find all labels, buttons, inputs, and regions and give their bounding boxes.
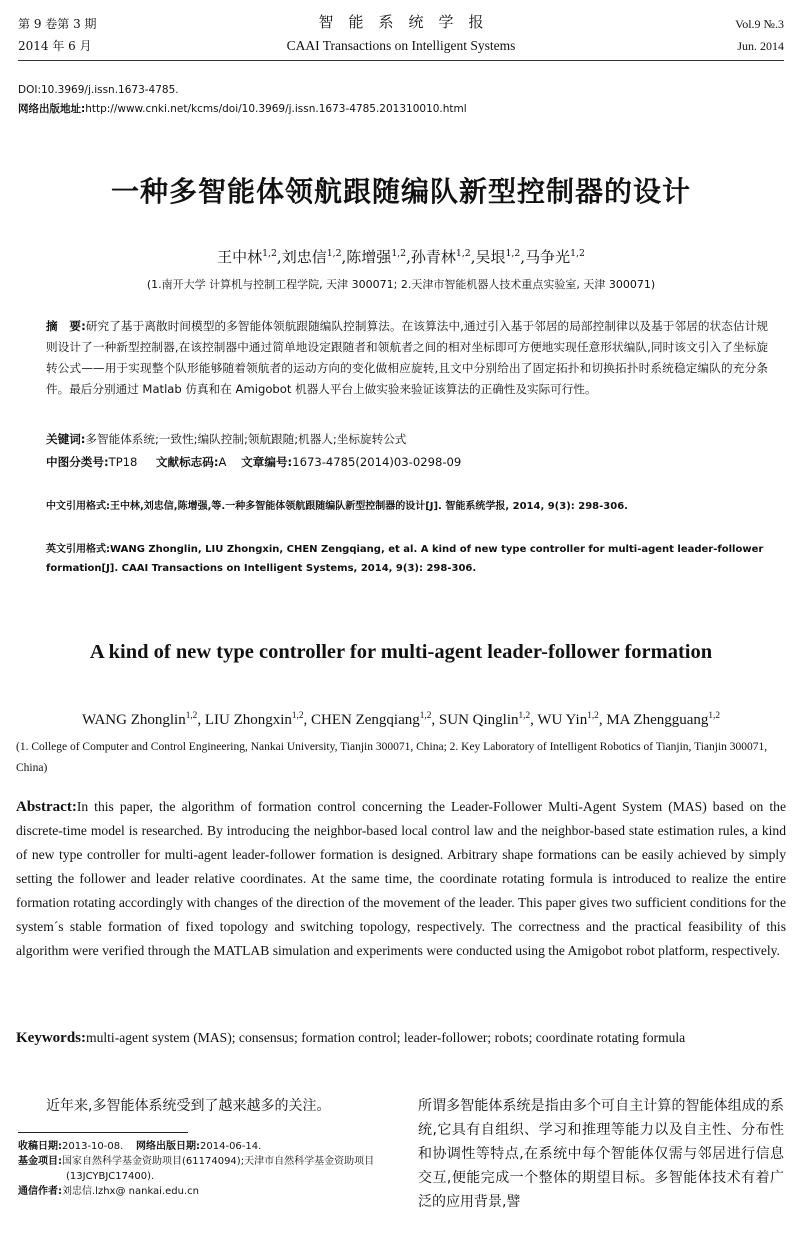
keywords-en [16, 1026, 786, 1050]
abstract-en [16, 795, 786, 963]
author-cn-affil-sup: 1,2 [391, 248, 407, 259]
author-cn-name: 王中林 [217, 248, 263, 266]
author-cn-affil-sup: 1,2 [505, 248, 521, 259]
author-en-name: WANG Zhonglin [81, 712, 186, 728]
author-cn-name: 刘忠信 [281, 248, 327, 266]
received-value: 2013-10-08. [62, 1141, 124, 1152]
citation-en-text: WANG Zhonglin, LIU Zhongxin, CHEN Zengqiang, et al. A kind of new type controller for multi-agent leader-follower formation[J]. CAAI Transactions on Intelligent Systems, 2014, 9(3): 298-306. [46, 544, 764, 574]
author-cn-separator: , [341, 248, 347, 266]
body-left-column: 近年来,多智能体系统受到了越来越多的关注。 [46, 1098, 331, 1114]
author-en-affil-sup: 1,2 [587, 711, 599, 721]
corresponding-value[interactable]: 刘忠信.lzhx@ nankai.edu.cn [62, 1186, 199, 1197]
author-cn-name: 马争光 [525, 248, 571, 266]
author-cn-separator: , [276, 248, 282, 266]
keywords-cn-text: 多智能体系统;一致性;编队控制;领航跟随;机器人;坐标旋转公式 [85, 432, 407, 446]
author-en-affil-sup: 1,2 [185, 711, 198, 721]
footnote-dates [18, 1139, 388, 1154]
volume-issue: 第 9 卷第 3 期 [18, 17, 97, 31]
keywords-cn [46, 429, 768, 450]
author-cn-separator: , [406, 248, 411, 266]
clc-label: 中图分类号: [46, 455, 109, 469]
online-date-value: 2014-06-14. [200, 1141, 262, 1152]
author-cn-separator: , [520, 248, 526, 266]
footnote-rule [18, 1132, 188, 1133]
doc-code-value: A [218, 455, 227, 469]
author-cn-affil-sup: 1,2 [326, 248, 342, 259]
author-en-separator: , [303, 712, 312, 728]
clc-value: TP18 [108, 455, 138, 469]
author-en-separator: , [598, 712, 607, 728]
author-en-affil-sup: 1,2 [419, 711, 432, 721]
author-cn-separator: , [470, 248, 476, 266]
author-en-name: CHEN Zengqiang [311, 712, 420, 728]
author-cn-name: 孙青林 [410, 248, 456, 266]
authors-en [0, 712, 802, 729]
abstract-en-text: In this paper, the algorithm of formation control concerning the Leader-Follower Multi-Agent System (MAS) based on the discrete-time model is researched. By introducing the neighbor-based local control law and the neighbor-based state estimation rules, a kind of new type controller for multi-agent leader-follower formation is designed. Arbitrary shape formations can be easily achieved by simply setting the follower and leader relative coordinates. At the same time, the coordinate rotating formula is introduced to realize the entire formation rotating accordingly with changes of the direction of the movement of the leader. This paper gives two sufficient conditions for the system´s stable formation of fixed topology and switching topology, respectively. The correctness and the practical feasibility of this algorithm were verified through the MATLAB simulation and experiments were conducted using the Amigobot robot platform, respectively. [16, 799, 786, 958]
doc-code-label: 文献标志码: [155, 455, 219, 469]
online-address-label: 网络出版地址: [18, 103, 86, 115]
keywords-en-text: multi-agent system (MAS); consensus; formation control; leader-follower; robots; coordinate rotating formula [86, 1030, 686, 1045]
header-rule [18, 60, 784, 61]
footnote-fund [18, 1154, 388, 1184]
paper-title-cn: 一种多智能体领航跟随编队新型控制器的设计 [110, 175, 691, 208]
footnote [18, 1139, 388, 1199]
abstract-en-label: Abstract: [16, 799, 77, 815]
body-right-column: 所谓多智能体系统是指由多个可自主计算的智能体组成的系统,它具有自组织、学习和推理等能力以及自主性、分布性和协调性等特点,在系统中每个智能体仅需与邻居进行信息交互,便能完成一个整体的期望目标。多智能体技术有着广泛的应用背景,譬 [418, 1098, 784, 1210]
abstract-cn [46, 316, 768, 400]
issue-date-en: Jun. 2014 [737, 39, 784, 53]
footnote-corresponding [18, 1184, 388, 1199]
issue-date-cn: 2014 年 6 月 [18, 39, 92, 53]
online-date-label: 网络出版日期: [136, 1141, 201, 1152]
author-en-separator: , [530, 712, 538, 728]
citation-cn [46, 498, 768, 517]
author-en-name: WU Yin [537, 712, 588, 728]
author-cn-name: 吴垠 [475, 248, 506, 266]
author-en-affil-sup: 1,2 [708, 711, 721, 721]
journal-name-cn: 智 能 系 统 学 报 [318, 13, 484, 31]
fund-value: 国家自然科学基金资助项目(61174094);天津市自然科学基金资助项目(13JCYBJC17400). [62, 1156, 375, 1182]
doi: DOI:10.3969/j.issn.1673-4785. [18, 84, 179, 96]
author-en-name: MA Zhengguang [606, 712, 709, 728]
author-cn-name: 陈增强 [346, 248, 392, 266]
author-cn-affil-sup: 1,2 [570, 248, 585, 259]
abstract-cn-label: 摘 要: [46, 319, 86, 333]
abstract-cn-text: 研究了基于离散时间模型的多智能体领航跟随编队控制算法。在该算法中,通过引入基于邻居的局部控制律以及基于邻居的状态估计规则设计了一种新型控制器,在该控制器中通过简单地设定跟随者和领航者之间的相对坐标即可方便地实现任意形状编队,同时该文引入了坐标旋转公式——用于实现整个队形能够随着领航者的运动方向的变化做相应旋转,且文中分别给出了固定拓扑和切换拓扑时系统稳定编队的充分条件。最后分别通过 Matlab 仿真和在 Amigobot 机器人平台上做实验来验证该算法的正确性及实际可行性。 [46, 319, 768, 396]
authors-cn [0, 246, 802, 267]
affiliation-en: (1. College of Computer and Control Engineering, Nankai University, Tianjin 300071, China; 2. Key Laboratory of Intelligent Robotics of Tianjin, Tianjin 300071, China) [16, 741, 768, 774]
citation-en-label: 英文引用格式: [46, 544, 110, 555]
author-en-affil-sup: 1,2 [518, 711, 531, 721]
keywords-cn-label: 关键词: [46, 432, 86, 446]
citation-cn-label: 中文引用格式: [46, 501, 110, 512]
citation-cn-text: 王中林,刘忠信,陈增强,等.一种多智能体领航跟随编队新型控制器的设计[J]. 智能系统学报, 2014, 9(3): 298-306. [110, 501, 628, 512]
keywords-en-label: Keywords: [16, 1030, 86, 1046]
fund-label: 基金项目: [18, 1156, 62, 1167]
author-cn-affil-sup: 1,2 [455, 248, 471, 259]
classification-line [46, 452, 768, 473]
article-no-value: 1673-4785(2014)03-0298-09 [292, 455, 462, 469]
online-address [18, 101, 467, 118]
paper-title-en: A kind of new type controller for multi-agent leader-follower formation [89, 641, 713, 663]
author-en-affil-sup: 1,2 [291, 711, 304, 721]
author-en-name: SUN Qinglin [438, 712, 519, 728]
article-no-label: 文章编号: [241, 455, 293, 469]
online-address-url[interactable]: http://www.cnki.net/kcms/doi/10.3969/j.issn.1673-4785.201310010.html [85, 103, 467, 115]
author-en-name: LIU Zhongxin [204, 712, 292, 728]
corresponding-label: 通信作者: [18, 1186, 62, 1197]
journal-name-en: CAAI Transactions on Intelligent Systems [286, 38, 516, 53]
volume-no-en: Vol.9 №.3 [735, 17, 784, 31]
author-en-separator: , [431, 712, 439, 728]
author-en-separator: , [197, 712, 205, 728]
author-cn-affil-sup: 1,2 [262, 248, 277, 259]
received-label: 收稿日期: [18, 1141, 62, 1152]
affiliation-cn: (1.南开大学 计算机与控制工程学院, 天津 300071; 2.天津市智能机器人技术重点实验室, 天津 300071) [146, 278, 656, 291]
citation-en [46, 541, 768, 578]
